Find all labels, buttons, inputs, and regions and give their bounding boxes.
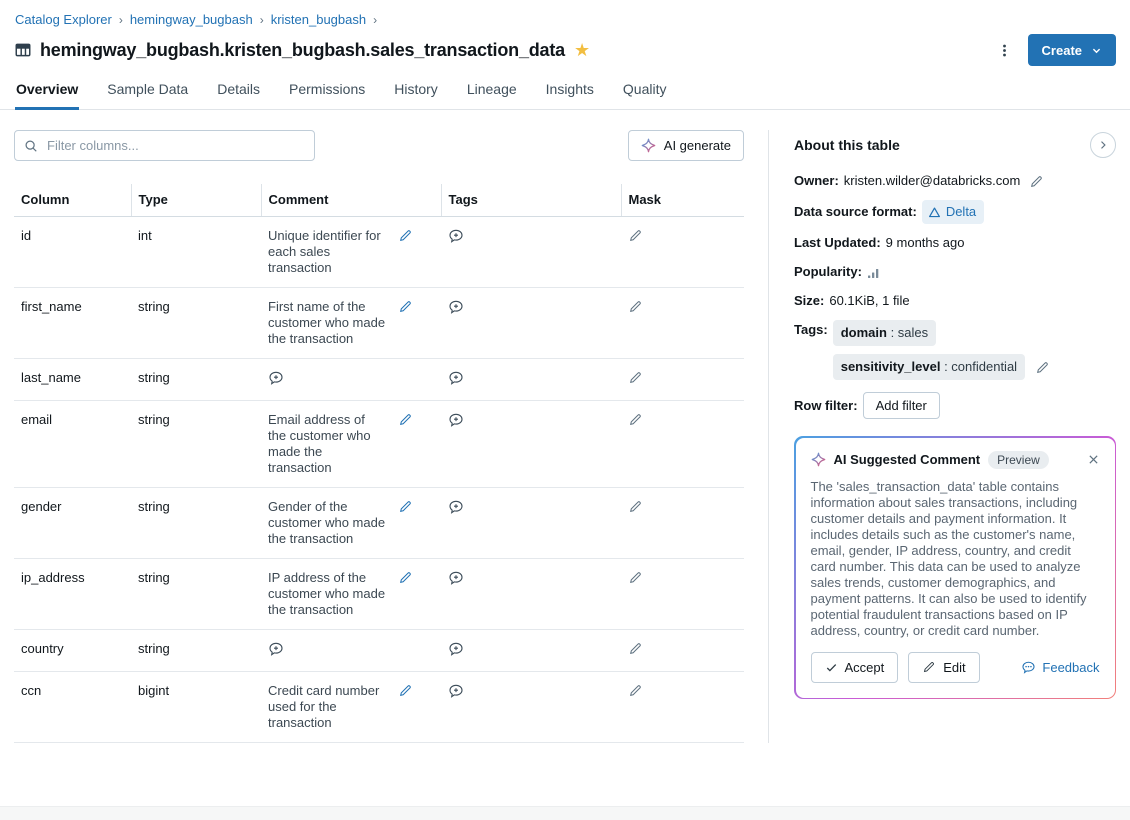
- delta-logo-icon: [928, 206, 941, 219]
- tab-insights[interactable]: Insights: [545, 81, 594, 97]
- owner-row: [794, 171, 1116, 191]
- column-mask-cell: [621, 630, 744, 672]
- edit-mask-icon[interactable]: [628, 412, 643, 427]
- edit-mask-icon[interactable]: [628, 370, 643, 385]
- columns-table-header-row: [14, 184, 744, 217]
- edit-owner-icon[interactable]: [1029, 174, 1044, 189]
- edit-comment-icon[interactable]: [398, 299, 413, 314]
- last-updated-row: [794, 233, 1116, 253]
- column-mask-cell: [621, 488, 744, 559]
- vertical-divider: [768, 130, 769, 743]
- columns-table-body: [14, 217, 744, 743]
- column-type-cell: string: [131, 288, 261, 359]
- column-tags-cell: [441, 217, 621, 288]
- edit-mask-icon[interactable]: [628, 228, 643, 243]
- breadcrumb-link[interactable]: kristen_bugbash: [270, 12, 367, 27]
- size-label: Size:: [794, 293, 825, 308]
- column-comment-cell: [261, 630, 441, 672]
- add-tag-icon[interactable]: [448, 683, 464, 699]
- tag-pill-sensitivity_level[interactable]: sensitivity_level : confidential: [833, 354, 1025, 380]
- kebab-menu-icon: [997, 42, 1012, 59]
- column-comment-cell: [261, 559, 441, 630]
- column-header-comment: Comment: [261, 184, 441, 217]
- column-comment-cell: [261, 672, 441, 743]
- column-tags-cell: [441, 401, 621, 488]
- column-mask-cell: [621, 559, 744, 630]
- column-comment: IP address of the customer who made the transaction: [268, 570, 386, 617]
- popularity-bars-icon: [867, 266, 881, 279]
- edit-comment-icon[interactable]: [398, 412, 413, 427]
- tab-quality[interactable]: Quality: [622, 81, 667, 97]
- column-type-cell: string: [131, 401, 261, 488]
- owner-label: Owner:: [794, 173, 839, 188]
- edit-pencil-icon: [922, 660, 936, 674]
- about-table-title: About this table: [794, 137, 900, 153]
- column-name-cell: ccn: [14, 672, 131, 743]
- tag-line: [833, 354, 1050, 380]
- about-table-panel: [794, 130, 1116, 743]
- edit-comment-icon[interactable]: [398, 228, 413, 243]
- tab-history[interactable]: History: [394, 81, 438, 97]
- tab-details[interactable]: Details: [217, 81, 260, 97]
- create-button-label: Create: [1041, 42, 1082, 58]
- check-icon: [825, 661, 838, 674]
- add-tag-icon[interactable]: [448, 228, 464, 244]
- column-name-cell: gender: [14, 488, 131, 559]
- add-tag-icon[interactable]: [448, 570, 464, 586]
- tab-permissions[interactable]: Permissions: [289, 81, 366, 97]
- table-row: [14, 672, 744, 743]
- table-row: [14, 488, 744, 559]
- format-row: [794, 200, 1116, 224]
- footer-strip: [0, 806, 1130, 820]
- tag-pill-domain[interactable]: domain : sales: [833, 320, 936, 346]
- table-row: [14, 217, 744, 288]
- edit-comment-icon[interactable]: [398, 499, 413, 514]
- add-tag-icon[interactable]: [448, 299, 464, 315]
- breadcrumb-separator: ›: [373, 13, 378, 27]
- breadcrumb-separator: ›: [259, 13, 264, 27]
- add-filter-button[interactable]: Add filter: [863, 392, 940, 419]
- column-header-type: Type: [131, 184, 261, 217]
- popularity-label: Popularity:: [794, 264, 862, 279]
- edit-mask-icon[interactable]: [628, 299, 643, 314]
- column-name-cell: last_name: [14, 359, 131, 401]
- column-type-cell: int: [131, 217, 261, 288]
- breadcrumb-link[interactable]: hemingway_bugbash: [129, 12, 253, 27]
- row-filter-row: [794, 392, 1116, 419]
- columns-panel: [14, 130, 744, 743]
- table-row: [14, 401, 744, 488]
- row-filter-label: Row filter:: [794, 397, 858, 413]
- column-name-cell: email: [14, 401, 131, 488]
- column-mask-cell: [621, 672, 744, 743]
- ai-card-title: AI Suggested Comment: [833, 452, 981, 467]
- ai-sparkle-icon: [641, 138, 656, 153]
- edit-mask-icon[interactable]: [628, 683, 643, 698]
- close-icon[interactable]: [1087, 453, 1100, 466]
- edit-mask-icon[interactable]: [628, 641, 643, 656]
- format-value: Delta: [945, 204, 977, 219]
- expand-panel-button[interactable]: [1090, 132, 1116, 158]
- table-row: [14, 630, 744, 672]
- edit-comment-icon[interactable]: [398, 683, 413, 698]
- edit-button[interactable]: [908, 652, 979, 683]
- column-type-cell: string: [131, 359, 261, 401]
- column-comment-cell: [261, 359, 441, 401]
- format-label: Data source format:: [794, 204, 917, 219]
- tab-overview[interactable]: Overview: [15, 79, 79, 110]
- breadcrumb-separator: ›: [118, 13, 123, 27]
- edit-button-label: Edit: [943, 659, 966, 675]
- breadcrumb: [0, 0, 1130, 27]
- column-mask-cell: [621, 288, 744, 359]
- filter-columns-box: [14, 130, 315, 161]
- accept-button[interactable]: [811, 652, 899, 683]
- column-tags-cell: [441, 559, 621, 630]
- popularity-row: [794, 262, 1116, 282]
- column-tags-cell: [441, 630, 621, 672]
- edit-mask-icon[interactable]: [628, 499, 643, 514]
- column-header-tags: Tags: [441, 184, 621, 217]
- size-row: [794, 291, 1116, 311]
- ai-generate-label: AI generate: [663, 138, 731, 153]
- filter-columns-input[interactable]: [45, 137, 305, 154]
- add-tag-icon[interactable]: [448, 412, 464, 428]
- table-row: [14, 359, 744, 401]
- accept-button-label: Accept: [844, 659, 885, 675]
- column-tags-cell: [441, 488, 621, 559]
- tag-line: [833, 320, 1050, 346]
- column-name-cell: id: [14, 217, 131, 288]
- chevron-right-icon: [1097, 139, 1109, 151]
- column-comment-cell: [261, 217, 441, 288]
- size-value: 60.1KiB, 1 file: [829, 293, 910, 308]
- edit-tags-icon[interactable]: [1035, 360, 1050, 375]
- column-name-cell: ip_address: [14, 559, 131, 630]
- create-button[interactable]: [1028, 34, 1116, 66]
- column-comment: Unique identifier for each sales transaction: [268, 228, 381, 275]
- column-type-cell: string: [131, 559, 261, 630]
- chevron-down-icon: [1091, 45, 1102, 56]
- columns-table: [14, 184, 744, 743]
- add-tag-icon[interactable]: [448, 370, 464, 386]
- edit-comment-icon[interactable]: [398, 570, 413, 585]
- page-title: hemingway_bugbash.kristen_bugbash.sales_transaction_data: [40, 39, 565, 60]
- breadcrumb-link[interactable]: Catalog Explorer: [15, 12, 112, 27]
- table-row: [14, 559, 744, 630]
- add-tag-icon[interactable]: [448, 499, 464, 515]
- column-mask-cell: [621, 217, 744, 288]
- add-tag-icon[interactable]: [448, 641, 464, 657]
- column-name-cell: country: [14, 630, 131, 672]
- column-type-cell: string: [131, 488, 261, 559]
- column-type-cell: string: [131, 630, 261, 672]
- column-comment: Gender of the customer who made the transaction: [268, 499, 386, 546]
- table-icon: [14, 41, 32, 59]
- table-row: [14, 288, 744, 359]
- column-comment: Email address of the customer who made the transaction: [268, 412, 371, 475]
- edit-mask-icon[interactable]: [628, 570, 643, 585]
- ai-generate-button[interactable]: [628, 130, 744, 161]
- column-comment: Credit card number used for the transaction: [268, 683, 380, 730]
- column-mask-cell: [621, 401, 744, 488]
- column-tags-cell: [441, 288, 621, 359]
- column-tags-cell: [441, 359, 621, 401]
- add-comment-icon[interactable]: [268, 641, 284, 657]
- column-comment-cell: [261, 401, 441, 488]
- ai-suggested-comment-card: [794, 436, 1116, 699]
- column-name-cell: first_name: [14, 288, 131, 359]
- delta-format-badge[interactable]: [922, 200, 984, 224]
- page-header: [0, 27, 1130, 66]
- last-updated-label: Last Updated:: [794, 235, 881, 250]
- column-mask-cell: [621, 359, 744, 401]
- column-comment-cell: [261, 488, 441, 559]
- column-type-cell: bigint: [131, 672, 261, 743]
- column-comment: First name of the customer who made the transaction: [268, 299, 386, 346]
- column-header-column: Column: [14, 184, 131, 217]
- preview-badge: Preview: [988, 451, 1049, 469]
- column-tags-cell: [441, 672, 621, 743]
- owner-value: kristen.wilder@databricks.com: [843, 173, 1021, 188]
- last-updated-value: 9 months ago: [885, 235, 965, 250]
- tab-lineage[interactable]: Lineage: [466, 81, 517, 97]
- column-header-mask: Mask: [621, 184, 744, 217]
- feedback-bubble-icon: [1021, 660, 1036, 675]
- feedback-link[interactable]: [1021, 660, 1099, 675]
- favorite-star-icon[interactable]: ★: [573, 40, 591, 60]
- kebab-menu-button[interactable]: [991, 40, 1018, 61]
- tab-bar: [0, 79, 1130, 110]
- add-comment-icon[interactable]: [268, 370, 284, 386]
- tags-list: [833, 320, 1050, 380]
- ai-sparkle-icon: [811, 452, 826, 467]
- search-icon: [24, 139, 38, 153]
- column-comment-cell: [261, 288, 441, 359]
- ai-card-body: The 'sales_transaction_data' table contains information about sales transactions, including customer details and payment information. It includes details such as the customer's name, email, gender, IP address, country, and credit card number. This data can be used to analyze sales trends, customer demographics, and payment patterns. It can also be used to identify potential fraudulent transactions based on IP address, country, or credit card number.: [810, 478, 1087, 638]
- tab-sample-data[interactable]: Sample Data: [107, 81, 189, 97]
- feedback-label: Feedback: [1042, 659, 1100, 675]
- tags-label: Tags:: [794, 322, 828, 337]
